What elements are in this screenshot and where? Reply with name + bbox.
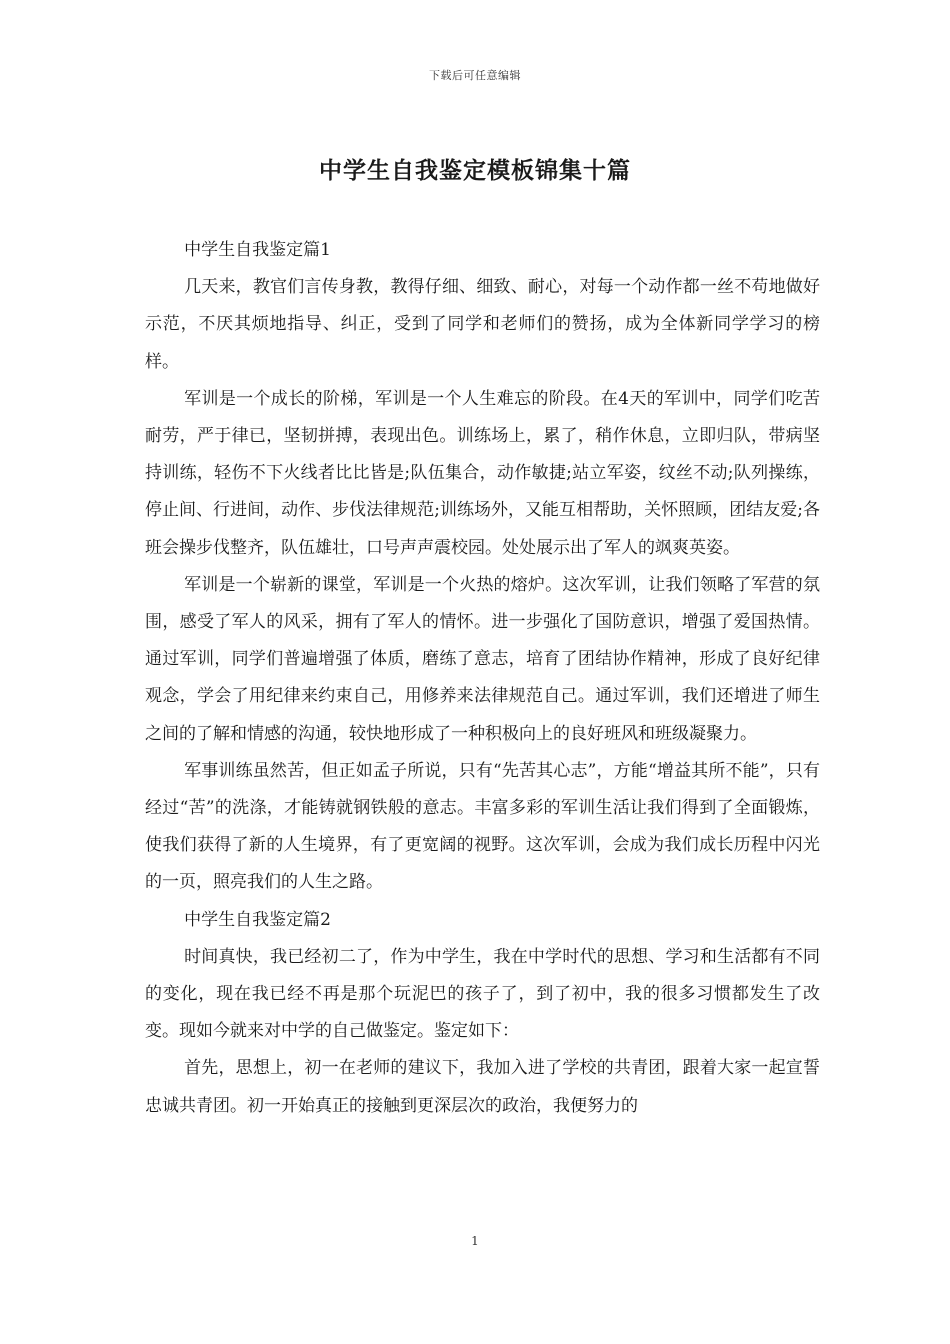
paragraph: 军训是一个成长的阶梯，军训是一个人生难忘的阶段。在4天的军训中，同学们吃苦耐劳，严于律已，坚韧拼搏，表现出色。训练场上，累了，稍作休息，立即归队，带病坚持训练，轻伤不下火线者比比皆是;队伍集合，动作敏捷;站立军姿，纹丝不动;队列操练，停止间、行进间，动作、步伐法律规范;训练场外，又能互相帮助，关怀照顾，团结友爱;各班会操步伐整齐，队伍雄壮，口号声声震校园。处处展示出了军人的飒爽英姿。 (145, 388, 820, 558)
page-number: 1 (471, 1234, 479, 1248)
paragraph: 几天来，教官们言传身教，教得仔细、细致、耐心，对每一个动作都一丝不苟地做好示范，不厌其烦地指导、纠正，受到了同学和老师们的赞扬，成为全体新同学学习的榜样。 (145, 277, 820, 372)
header-note: 下载后可任意编辑 (429, 69, 521, 82)
section-heading: 中学生自我鉴定篇2 (184, 909, 331, 930)
document-body (145, 232, 820, 1125)
section-heading: 中学生自我鉴定篇1 (184, 240, 331, 260)
paragraph: 军训是一个崭新的课堂，军训是一个火热的熔炉。这次军训，让我们领略了军营的氛围，感受了军人的风采，拥有了军人的情怀。进一步强化了国防意识，增强了爱国热情。通过军训，同学们普遍增强了体质，磨练了意志，培育了团结协作精神，形成了良好纪律观念，学会了用纪律来约束自己，用修养来法律规范自己。通过军训，我们还增进了师生之间的了解和情感的沟通，较快地形成了一种积极向上的良好班风和班级凝聚力。 (145, 574, 820, 744)
document-title: 中学生自我鉴定模板锦集十篇 (319, 158, 631, 184)
paragraph: 军事训练虽然苦，但正如孟子所说，只有“先苦其心志”，方能“增益其所不能”，只有经过“苦”的洗涤，才能铸就钢铁般的意志。丰富多彩的军训生活让我们得到了全面锻炼，使我们获得了新的人生境界，有了更宽阔的视野。这次军训，会成为我们成长历程中闪光的一页，照亮我们的人生之路。 (145, 760, 820, 893)
paragraph: 首先，思想上，初一在老师的建议下，我加入进了学校的共青团，跟着大家一起宣誓忠诚共青团。初一开始真正的接触到更深层次的政治，我便努力的 (145, 1058, 820, 1116)
paragraph: 时间真快，我已经初二了，作为中学生，我在中学时代的思想、学习和生活都有不同的变化，现在我已经不再是那个玩泥巴的孩子了，到了初中，我的很多习惯都发生了改变。现如今就来对中学的自己做鉴定。鉴定如下： (145, 946, 820, 1042)
